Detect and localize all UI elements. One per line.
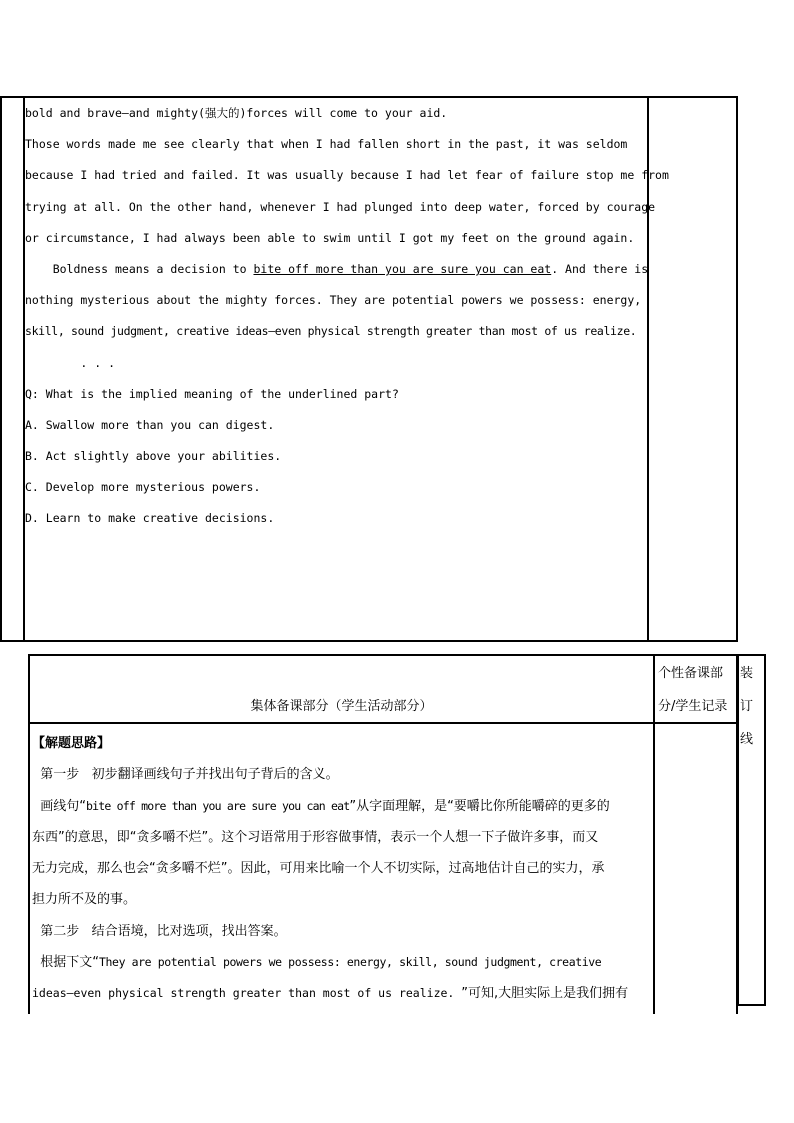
step-one: 第一步 初步翻译画线句子并找出句子背后的含义。 [32, 767, 339, 783]
passage-text-pre: Boldness means a decision to [25, 261, 254, 276]
underlined-phrase: bite off more than you are sure you can eat [253, 261, 552, 276]
para-one-line: 担力所不及的事。 [32, 892, 137, 908]
para-one-first [32, 791, 653, 822]
option-c: C. Develop more mysterious powers. [25, 480, 261, 495]
passage-line: Those words made me see clearly that when I had fallen short in the past, it was seldom [25, 137, 628, 152]
para-one-phrase: bite off more than you are sure you can eat [86, 798, 350, 813]
collective-prep-header [30, 656, 653, 724]
passage-line: or circumstance, I had always been able to swim until I got my feet on the ground again. [25, 230, 635, 245]
option-b: B. Act slightly above your abilities. [25, 449, 282, 464]
collective-prep-table [28, 654, 655, 1014]
step-two: 第二步 结合语境，比对选项，找出答案。 [32, 923, 287, 939]
binding-char: 订 [740, 699, 754, 714]
para-two-quote: They are potential powers we possess: energy, skill, sound judgment, creative [99, 955, 602, 970]
collective-prep-title: 集体备课部分（学生活动部分） [250, 699, 433, 714]
section-title: 【解题思路】 [32, 736, 111, 751]
binding-char: 线 [740, 732, 754, 747]
passage-line: nothing mysterious about the mighty forces. They are potential powers we possess: energy, [25, 293, 642, 308]
solution-text [32, 728, 653, 1014]
passage-line: trying at all. On the other hand, whenever I had plunged into deep water, forced by courage [25, 199, 656, 214]
para-one-pre: 画线句“ [32, 798, 86, 814]
para-two-pre: 根据下文“ [32, 955, 99, 971]
personal-record-header-line: 分/学生记录 [658, 699, 728, 714]
passage-line: because I had tried and failed. It was usually because I had let fear of failure stop me from [25, 168, 669, 183]
para-two-second [32, 978, 653, 1009]
para-one-post: ”从字面理解，是“要嚼比你所能嚼碎的更多的 [349, 798, 610, 814]
question: Q: What is the implied meaning of the underlined part? [25, 386, 399, 401]
passage-text [25, 98, 669, 535]
binding-line-column [737, 654, 766, 1006]
para-one-line: 东西”的意思，即“贪多嚼不烂”。这个习语常用于形容做事情，表示一个人想一下子做许多事，而又 [32, 829, 599, 845]
ellipsis: . . . [25, 355, 116, 370]
para-one-line: 无力完成，那么也会“贪多嚼不烂”。因此，可用来比喻一个人不切实际，过高地估计自己的实力，承 [32, 861, 605, 877]
option-a: A. Swallow more than you can digest. [25, 417, 275, 432]
passage-text-post: . And there is [551, 261, 649, 276]
personal-record-column [655, 654, 738, 1014]
para-two-first [32, 947, 653, 978]
passage-table [0, 96, 738, 642]
passage-line-underlined [25, 254, 647, 285]
passage-line: bold and brave—and mighty(强大的)forces will come to your aid. [25, 106, 448, 120]
personal-record-header-line: 个性备课部 [658, 666, 724, 681]
para-two-post: ”可知,大胆实际上是我们拥有 [461, 986, 629, 1002]
binding-char: 装 [740, 666, 754, 681]
personal-record-header [655, 656, 736, 724]
passage-line: skill, sound judgment, creative ideas—even physical strength greater than most of us realize. [25, 324, 637, 339]
para-two-quote-cont: ideas—even physical strength greater than most of us realize. [32, 986, 462, 1001]
option-d: D. Learn to make creative decisions. [25, 511, 275, 526]
